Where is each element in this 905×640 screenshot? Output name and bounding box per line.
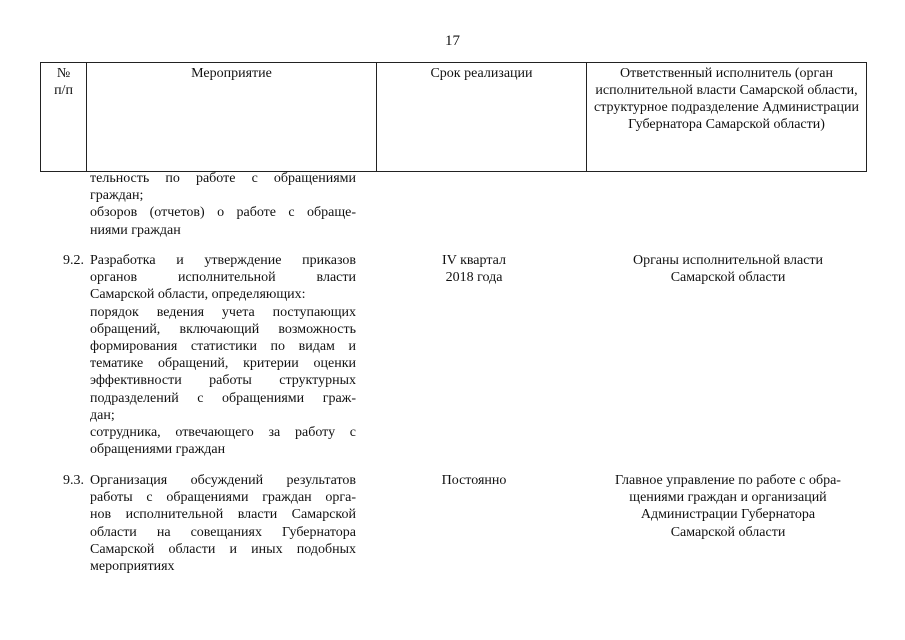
row-responsible xyxy=(595,252,861,286)
text-line: Самарской области, определяющих: xyxy=(90,287,306,303)
table-header xyxy=(40,62,867,172)
row-responsible xyxy=(595,472,861,541)
row-measure xyxy=(90,472,356,575)
row-term xyxy=(384,472,564,489)
text-line: области на совещаниях Губернатора xyxy=(90,524,356,540)
responsible-line: щениями граждан и организаций xyxy=(629,490,827,506)
text-line: порядок ведения учета поступающих xyxy=(90,304,356,320)
text-line: обращений, включающий возможность xyxy=(90,321,356,337)
text-line: дан; xyxy=(90,407,115,423)
page-number: 17 xyxy=(445,33,460,49)
text-line: обзоров (отчетов) о работе с обраще- xyxy=(90,205,356,221)
text-line: тематике обращений, критерии оценки xyxy=(90,356,356,372)
text-line: сотрудника, отвечающего за работу с xyxy=(90,425,356,441)
term-line: 2018 года xyxy=(445,270,503,286)
text-line: нов исполнительной власти Самарской xyxy=(90,507,356,523)
text-line: работы с обращениями граждан орга- xyxy=(90,490,356,506)
text-line: органов исполнительной власти xyxy=(90,270,356,286)
header-row xyxy=(41,63,867,172)
responsible-line: Самарской области xyxy=(670,270,786,286)
header-col-term: Срок реализации xyxy=(377,63,587,172)
text-line: ниями граждан xyxy=(90,222,181,238)
row-number: 9.2. xyxy=(63,253,84,268)
text-line: формирования статистики по видам и xyxy=(90,339,356,355)
term-line: IV квартал xyxy=(442,253,506,268)
responsible-line: Органы исполнительной власти xyxy=(632,253,824,268)
text-line: обращениями граждан xyxy=(90,442,226,458)
text-line: тельность по работе с обращениями xyxy=(90,171,356,186)
responsible-line: Администрации Губернатора xyxy=(640,507,816,523)
continuation-text xyxy=(90,170,356,239)
text-line: мероприятиях xyxy=(90,559,175,575)
text-line: эффективности работы структурных xyxy=(90,373,356,389)
header-col-number: № п/п xyxy=(41,63,87,172)
row-number: 9.3. xyxy=(63,473,84,488)
text-line: граждан; xyxy=(90,188,144,204)
row-measure xyxy=(90,252,356,458)
responsible-line: Главное управление по работе с обра- xyxy=(615,473,841,488)
text-line: Организация обсуждений результатов xyxy=(90,473,356,488)
header-col-responsible: Ответственный исполнитель (орган исполнительной власти Самарской области, структурное подразделение Администрации Губернатора Самарской области) xyxy=(587,63,867,172)
text-line: подразделений с обращениями граж- xyxy=(90,390,356,406)
text-line: Самарской области и иных подобных xyxy=(90,541,356,557)
row-term xyxy=(384,252,564,286)
text-line: Разработка и утверждение приказов xyxy=(90,253,356,268)
responsible-line: Самарской области xyxy=(670,524,786,540)
header-col-measure: Мероприятие xyxy=(87,63,377,172)
term-line: Постоянно xyxy=(441,473,507,488)
